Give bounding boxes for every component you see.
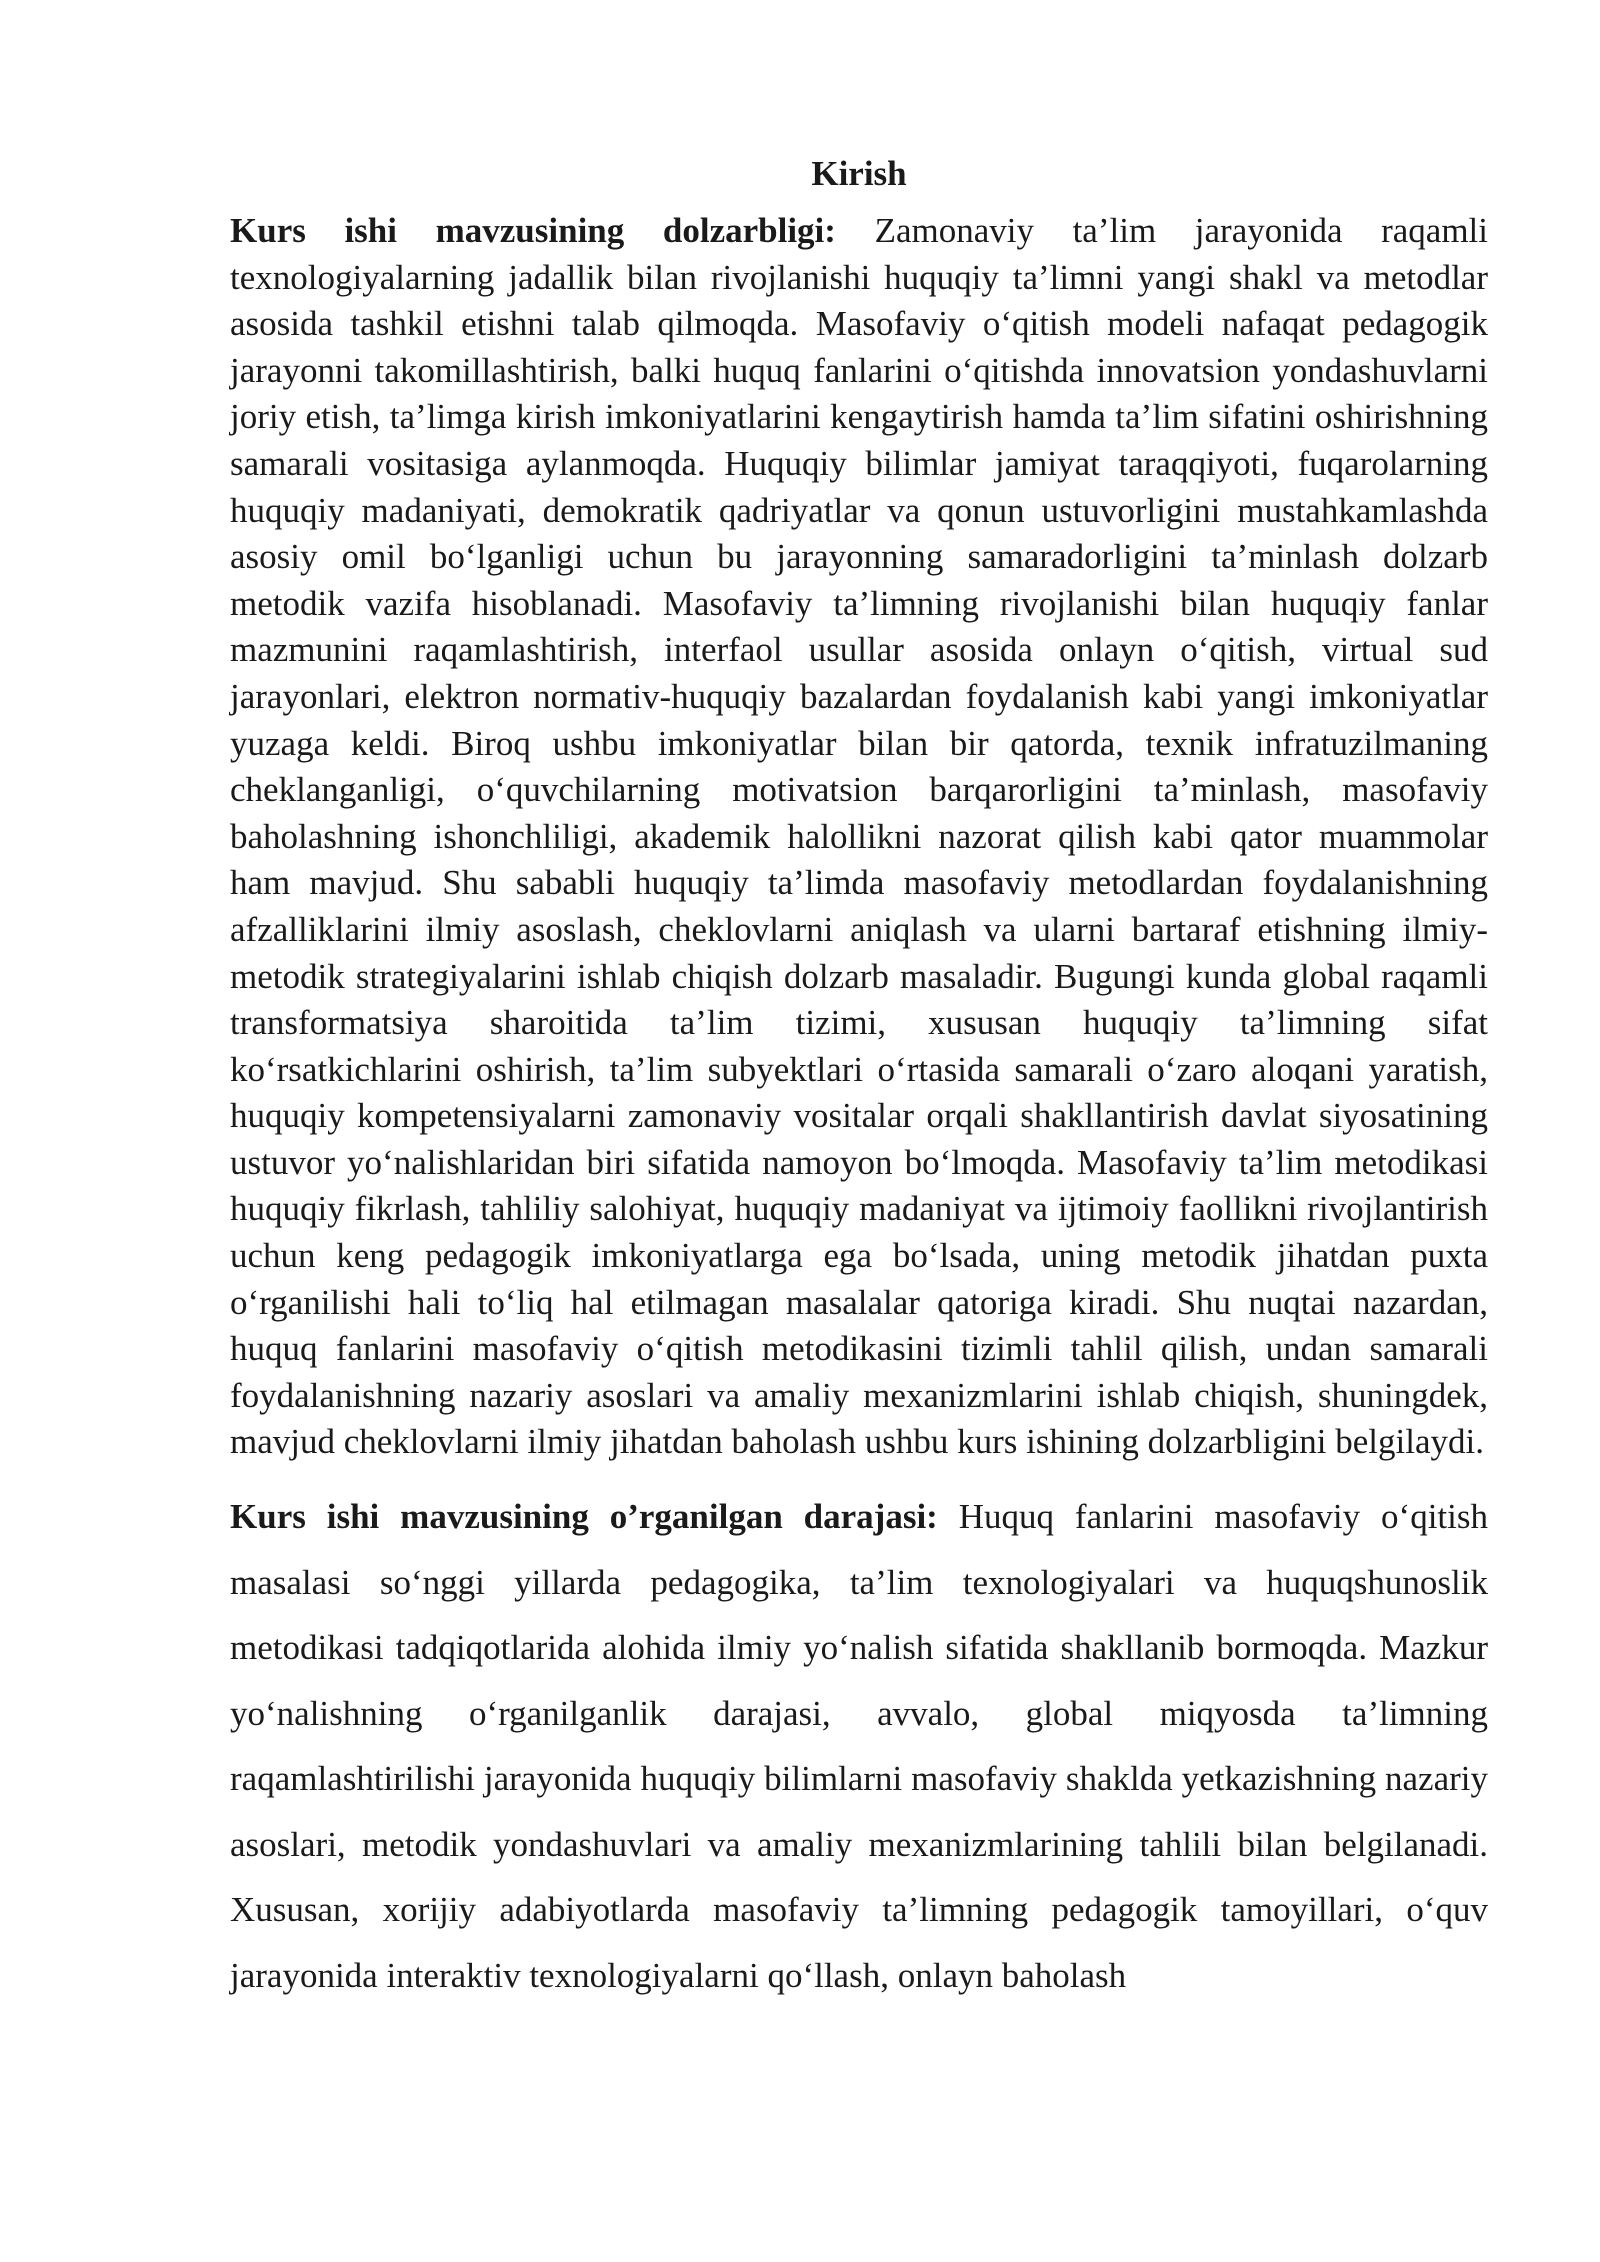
- relevance-paragraph: [230, 208, 1488, 1466]
- document-title: Kirish: [811, 154, 907, 193]
- document-page: [230, 150, 1488, 2008]
- study-degree-heading: Kurs ishi mavzusining o’rganilgan darajasi:: [230, 1497, 938, 1537]
- study-degree-paragraph: [230, 1484, 1488, 2008]
- relevance-heading: Kurs ishi mavzusining dolzarbligi:: [230, 211, 836, 250]
- study-degree-text: Huquq fanlarini masofaviy o‘qitish masalasi so‘nggi yillarda pedagogika, ta’lim texnologiyalari va huquqshunoslik metodikasi tadqiqotlarida alohida ilmiy yo‘nalish sifatida shakllanib bormoqda. Mazkur yo‘nalishning o‘rganilganlik darajasi, avvalo, global miqyosda ta’limning raqamlashtirilishi jarayonida huquqiy bilimlarni masofaviy shaklda yetkazishning nazariy asoslari, metodik yondashuvlari va amaliy mexanizmlarining tahlili bilan belgilanadi. Xususan, xorijiy adabiyotlarda masofaviy ta’limning pedagogik tamoyillari, o‘quv jarayonida interaktiv texnologiyalarni qo‘llash, onlayn baholash: [230, 1497, 1489, 1995]
- relevance-text: Zamonaviy ta’lim jarayonida raqamli texnologiyalarning jadallik bilan rivojlanishi huquqiy ta’limni yangi shakl va metodlar asosida tashkil etishni talab qilmoqda. Masofaviy o‘qitish modeli nafaqat pedagogik jarayonni takomillashtirish, balki huquq fanlarini o‘qitishda innovatsion yondashuvlarni joriy etish, ta’limga kirish imkoniyatlarini kengaytirish hamda ta’lim sifatini oshirishning samarali vositasiga aylanmoqda. Huquqiy bilimlar jamiyat taraqqiyoti, fuqarolarning huquqiy madaniyati, demokratik qadriyatlar va qonun ustuvorligini mustahkamlashda asosiy omil bo‘lganligi uchun bu jarayonning samaradorligini ta’minlash dolzarb metodik vazifa hisoblanadi. Masofaviy ta’limning rivojlanishi bilan huquqiy fanlar mazmunini raqamlashtirish, interfaol usullar asosida onlayn o‘qitish, virtual sud jarayonlari, elektron normativ-huquqiy bazalardan foydalanish kabi yangi imkoniyatlar yuzaga keldi. Biroq ushbu imkoniyatlar bilan bir qatorda, texnik infratuzilmaning cheklanganligi, o‘quvchilarning motivatsion barqarorligini ta’minlash, masofaviy baholashning ishonchliligi, akademik halollikni nazorat qilish kabi qator muammolar ham mavjud. Shu sababli huquqiy ta’limda masofaviy metodlardan foydalanishning afzalliklarini ilmiy asoslash, cheklovlarni aniqlash va ularni bartaraf etishning ilmiy-metodik strategiyalarini ishlab chiqish dolzarb masaladir. Bugungi kunda global raqamli transformatsiya sharoitida ta’lim tizimi, xususan huquqiy ta’limning sifat ko‘rsatkichlarini oshirish, ta’lim subyektlari o‘rtasida samarali o‘zaro aloqani yaratish, huquqiy kompetensiyalarni zamonaviy vositalar orqali shakllantirish davlat siyosatining ustuvor yo‘nalishlaridan biri sifatida namoyon bo‘lmoqda. Masofaviy ta’lim metodikasi huquqiy fikrlash, tahliliy salohiyat, huquqiy madaniyat va ijtimoiy faollikni rivojlantirish uchun keng pedagogik imkoniyatlarga ega bo‘lsada, uning metodik jihatdan puxta o‘rganilishi hali to‘liq hal etilmagan masalalar qatoriga kiradi. Shu nuqtai nazardan, huquq fanlarini masofaviy o‘qitish metodikasini tizimli tahlil qilish, undan samarali foydalanishning nazariy asoslari va amaliy mexanizmlarini ishlab chiqish, shuningdek, mavjud cheklovlarni ilmiy jihatdan baholash ushbu kurs ishining dolzarbligini belgilaydi.: [230, 211, 1488, 1462]
